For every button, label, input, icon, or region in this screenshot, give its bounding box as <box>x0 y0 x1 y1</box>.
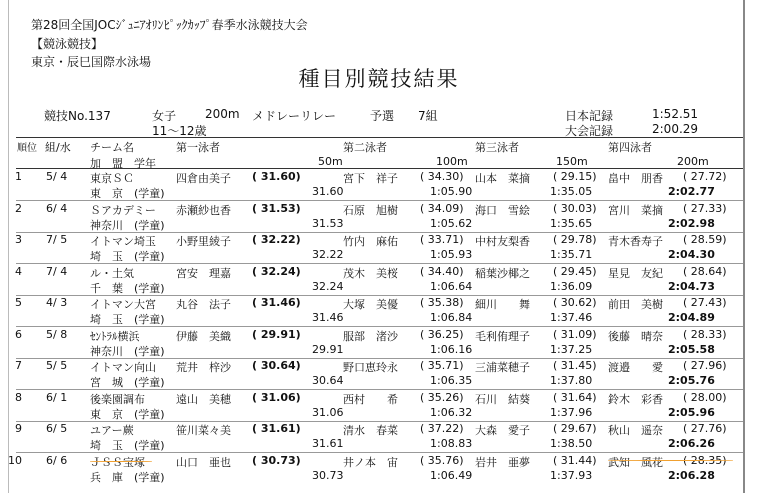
swimmer4-time: ( 27.33) <box>683 201 727 215</box>
page-title: 種目別競技結果 <box>298 67 460 91</box>
col-swimmer2: 第二泳者 <box>343 141 387 154</box>
heat-lane-cell: 7/ 5 <box>46 233 68 246</box>
swimmer1-name: 宮安 理嘉 <box>176 266 231 280</box>
swimmer2-name: 茂木 美桜 <box>343 266 398 280</box>
swimmer3-name: 海口 雪絵 <box>475 203 530 217</box>
swimmer4-time: ( 27.43) <box>683 296 727 309</box>
swimmer1-time: ( 32.24) <box>252 264 301 278</box>
swimmer3-time: ( 30.62) <box>553 296 597 309</box>
split-150-cell: 1:36.09 <box>550 279 593 293</box>
rank-cell: 4 <box>15 264 22 278</box>
split-50-cell: 30.73 <box>312 468 344 482</box>
heat-lane-cell: 6/ 6 <box>46 453 68 467</box>
swimmer1-name: 丸谷 法子 <box>176 298 231 311</box>
split-50-cell: 31.53 <box>312 216 344 230</box>
swimmer3-time: ( 30.03) <box>553 201 597 215</box>
swimmer3-time: ( 29.78) <box>553 233 597 246</box>
prefecture-cell: 東 京 (学童) <box>90 187 165 200</box>
total-time-cell: 2:05.76 <box>668 374 715 387</box>
meet-record: 2:00.29 <box>652 122 699 136</box>
prefecture-cell: 埼 玉 (学童) <box>90 313 165 326</box>
swimmer2-name: 石原 旭樹 <box>343 203 398 217</box>
col-split-150: 150m <box>556 155 588 168</box>
swimmer1-time: ( 31.53) <box>252 201 301 215</box>
prefecture-cell: 東 京 (学童) <box>90 407 165 421</box>
team-highlight-mark <box>90 461 152 462</box>
rank-cell: 5 <box>15 296 22 309</box>
swimmer2-name: 服部 渚沙 <box>343 329 398 343</box>
split-150-cell: 1:37.96 <box>550 405 593 419</box>
swimmer2-time: ( 34.09) <box>420 201 464 215</box>
swimmer2-time: ( 35.71) <box>420 359 464 372</box>
rank-cell: 1 <box>15 170 22 183</box>
rank-cell: 9 <box>15 422 22 435</box>
swimmer4-name: 宮川 菜摘 <box>608 203 663 217</box>
swimmer3-time: ( 31.44) <box>553 453 597 467</box>
split-100-cell: 1:05.93 <box>430 248 473 261</box>
heat-lane-cell: 6/ 1 <box>46 390 68 404</box>
swimmer4-time: ( 27.72) <box>683 170 727 183</box>
col-heat-lane: 組/水 <box>45 141 71 154</box>
team-name-cell: Ｓアカデミー <box>90 203 156 217</box>
event-heat: 7組 <box>418 109 438 123</box>
swimmer1-time: ( 32.22) <box>252 233 301 246</box>
team-name-cell: ＪＳＳ宝塚 <box>90 455 145 469</box>
swimmer1-name: 山口 亜也 <box>176 455 231 469</box>
split-100-cell: 1:06.16 <box>430 342 473 356</box>
swimmer3-name: 石川 結葵 <box>475 392 530 406</box>
split-50-cell: 32.22 <box>312 248 344 261</box>
total-time-cell: 2:04.30 <box>668 248 715 261</box>
header-top-rule <box>16 137 743 138</box>
swimmer1-name: 四倉由美子 <box>176 172 231 185</box>
col-swimmer1: 第一泳者 <box>176 141 220 154</box>
split-100-cell: 1:06.64 <box>430 279 473 293</box>
heat-lane-cell: 6/ 4 <box>46 201 68 215</box>
split-100-cell: 1:08.83 <box>430 437 473 450</box>
swimmer2-name: 清水 春菜 <box>343 424 398 437</box>
split-100-cell: 1:05.62 <box>430 216 473 230</box>
swimmer2-time: ( 35.76) <box>420 453 464 467</box>
swimmer1-name: 小野里綾子 <box>176 235 231 248</box>
swimmer4-name: 秋山 遥奈 <box>608 424 663 437</box>
split-50-cell: 30.64 <box>312 374 344 387</box>
prefecture-cell: 埼 玉 (学童) <box>90 439 165 452</box>
event-stroke: メドレーリレー <box>252 109 337 123</box>
swimmer1-name: 赤瀬紗也香 <box>176 203 231 217</box>
total-time-cell: 2:06.26 <box>668 437 715 450</box>
swimmer1-name: 荒井 梓沙 <box>176 361 231 374</box>
swimmer1-time: ( 30.73) <box>252 453 301 467</box>
swimmer3-time: ( 31.09) <box>553 327 597 341</box>
swimmer3-name: 三浦菜穂子 <box>475 361 530 374</box>
split-150-cell: 1:38.50 <box>550 437 593 450</box>
venue-label: 東京・辰巳国際水泳場 <box>31 55 152 69</box>
col-rank: 順位 <box>17 143 37 154</box>
total-time-cell: 2:05.96 <box>668 405 715 419</box>
event-number: 競技No.137 <box>44 109 111 123</box>
prefecture-cell: 神奈川 (学童) <box>90 344 165 358</box>
total-time-cell: 2:06.28 <box>668 468 715 482</box>
col-prefecture: 加 盟 学年 <box>90 157 156 170</box>
swimmer2-time: ( 35.38) <box>420 296 464 309</box>
team-name-cell: イトマン大宮 <box>90 298 156 311</box>
rank-cell: 8 <box>15 390 22 404</box>
swimmer2-name: 井ノ本 宙 <box>343 455 398 469</box>
team-name-cell: 東京ＳＣ <box>90 172 134 185</box>
swimmer1-time: ( 31.06) <box>252 390 301 404</box>
swimmer4-time: ( 28.59) <box>683 233 727 246</box>
split-150-cell: 1:35.05 <box>550 185 593 198</box>
col-swimmer3: 第三泳者 <box>475 141 519 154</box>
heat-lane-cell: 5/ 4 <box>46 170 68 183</box>
swimmer4-name: 星見 友紀 <box>608 266 663 280</box>
swimmer3-name: 岩井 亜夢 <box>475 455 530 469</box>
swimmer3-time: ( 29.15) <box>553 170 597 183</box>
swimmer2-time: ( 37.22) <box>420 422 464 435</box>
swimmer2-name: 野口恵玲永 <box>343 361 398 374</box>
swimmer3-time: ( 29.45) <box>553 264 597 278</box>
rank-cell: 7 <box>15 359 22 372</box>
prefecture-cell: 兵 庫 (学童) <box>90 470 165 484</box>
split-150-cell: 1:37.93 <box>550 468 593 482</box>
swimmer1-name: 遠山 美穂 <box>176 392 231 406</box>
heat-lane-cell: 4/ 3 <box>46 296 68 309</box>
col-swimmer4: 第四泳者 <box>608 141 652 154</box>
swimmer4-time: ( 28.64) <box>683 264 727 278</box>
split-50-cell: 31.46 <box>312 311 344 324</box>
total-time-cell: 2:02.98 <box>668 216 715 230</box>
heat-lane-cell: 7/ 4 <box>46 264 68 278</box>
category-label: 【競泳競技】 <box>31 37 104 51</box>
team-name-cell: イトマン向山 <box>90 361 156 374</box>
swimmer3-time: ( 31.45) <box>553 359 597 372</box>
team-name-cell: ル・土気 <box>90 266 134 280</box>
swimmer1-time: ( 31.61) <box>252 422 301 435</box>
split-50-cell: 31.06 <box>312 405 344 419</box>
swimmer2-name: 竹内 麻佑 <box>343 235 398 248</box>
swimmer3-name: 大森 愛子 <box>475 424 530 437</box>
swimmer2-time: ( 33.71) <box>420 233 464 246</box>
heat-lane-cell: 5/ 5 <box>46 359 68 372</box>
japan-record-label: 日本記録 <box>565 109 614 123</box>
event-distance: 200m <box>205 107 240 121</box>
swimmer2-time: ( 36.25) <box>420 327 464 341</box>
header-bottom-rule <box>16 168 743 169</box>
swimmer4-name: 渡邉 愛 <box>608 361 663 374</box>
split-50-cell: 31.61 <box>312 437 344 450</box>
swimmer1-time: ( 30.64) <box>252 359 301 372</box>
swimmer2-time: ( 34.30) <box>420 170 464 183</box>
meet-record-label: 大会記録 <box>565 124 614 138</box>
swimmer4-time: ( 27.96) <box>683 359 727 372</box>
swimmer4-time: ( 27.76) <box>683 422 727 435</box>
japan-record: 1:52.51 <box>652 107 699 121</box>
swimmer4-name: 畠中 朋香 <box>608 172 663 185</box>
split-100-cell: 1:06.35 <box>430 374 473 387</box>
swimmer4-name: 鈴木 彩香 <box>608 392 663 406</box>
col-team: チーム名 <box>90 141 134 154</box>
rank-cell: 10 <box>8 453 22 467</box>
split-150-cell: 1:35.71 <box>550 248 593 261</box>
prefecture-cell: 千 葉 (学童) <box>90 281 165 295</box>
swimmer3-name: 稲葉沙椰之 <box>475 266 530 280</box>
split-100-cell: 1:06.84 <box>430 311 473 324</box>
col-split-100: 100m <box>436 155 468 168</box>
swimmer4-name: 後藤 晴奈 <box>608 329 663 343</box>
heat-lane-cell: 5/ 8 <box>46 327 68 341</box>
swimmer1-name: 笹川菜々美 <box>176 424 231 437</box>
split-100-cell: 1:06.32 <box>430 405 473 419</box>
swimmer4-time: ( 28.35) <box>683 453 727 467</box>
swimmer2-time: ( 34.40) <box>420 264 464 278</box>
total-time-cell: 2:05.58 <box>668 342 715 356</box>
swimmer3-name: 細川 舞 <box>475 298 530 311</box>
swimmer1-name: 伊藤 美織 <box>176 329 231 343</box>
rank-cell: 3 <box>15 233 22 246</box>
total-time-cell: 2:04.73 <box>668 279 715 293</box>
team-name-cell: ｾﾝﾄﾗﾙ横浜 <box>90 329 140 343</box>
swimmer4-time: ( 28.00) <box>683 390 727 404</box>
split-50-cell: 31.60 <box>312 185 344 198</box>
split-150-cell: 1:37.25 <box>550 342 593 356</box>
split-50-cell: 32.24 <box>312 279 344 293</box>
swimmer4-highlight-mark <box>608 460 733 461</box>
swimmer1-time: ( 31.60) <box>252 170 301 183</box>
meet-name: 第28回全国JOCｼﾞｭﾆｱｵﾘﾝﾋﾟｯｸｶｯﾌﾟ春季水泳競技大会 <box>31 18 308 32</box>
swimmer3-time: ( 29.67) <box>553 422 597 435</box>
rank-cell: 6 <box>15 327 22 341</box>
split-100-cell: 1:05.90 <box>430 185 473 198</box>
split-150-cell: 1:37.46 <box>550 311 593 324</box>
swimmer2-name: 西村 希 <box>343 392 398 406</box>
event-round: 予選 <box>370 109 395 123</box>
heat-lane-cell: 6/ 5 <box>46 422 68 435</box>
event-gender: 女子 <box>152 109 177 123</box>
swimmer1-time: ( 29.91) <box>252 327 301 341</box>
team-name-cell: 後楽園調布 <box>90 392 145 406</box>
swimmer3-time: ( 31.64) <box>553 390 597 404</box>
swimmer4-name: 前田 美樹 <box>608 298 663 311</box>
team-name-cell: ユアー蕨 <box>90 424 134 437</box>
swimmer4-time: ( 28.33) <box>683 327 727 341</box>
prefecture-cell: 神奈川 (学童) <box>90 218 165 232</box>
swimmer2-name: 大塚 美優 <box>343 298 398 311</box>
swimmer1-time: ( 31.46) <box>252 296 301 309</box>
rank-cell: 2 <box>15 201 22 215</box>
prefecture-cell: 宮 城 (学童) <box>90 376 165 389</box>
split-150-cell: 1:37.80 <box>550 374 593 387</box>
swimmer3-name: 山本 菜摘 <box>475 172 530 185</box>
swimmer4-name: 青木香寿子 <box>608 235 663 248</box>
swimmer4-name: 武知 風花 <box>608 455 663 469</box>
col-split-200: 200m <box>677 155 709 168</box>
total-time-cell: 2:02.77 <box>668 185 715 198</box>
swimmer2-name: 宮下 祥子 <box>343 172 398 185</box>
split-50-cell: 29.91 <box>312 342 344 356</box>
split-150-cell: 1:35.65 <box>550 216 593 230</box>
swimmer3-name: 毛利侑理子 <box>475 329 530 343</box>
event-age: 11～12歳 <box>152 124 207 138</box>
swimmer3-name: 中村友梨香 <box>475 235 530 248</box>
swimmer2-time: ( 35.26) <box>420 390 464 404</box>
col-split-50: 50m <box>318 155 343 168</box>
total-time-cell: 2:04.89 <box>668 311 715 324</box>
team-name-cell: イトマン埼玉 <box>90 235 156 248</box>
split-100-cell: 1:06.49 <box>430 468 473 482</box>
prefecture-cell: 埼 玉 (学童) <box>90 250 165 263</box>
